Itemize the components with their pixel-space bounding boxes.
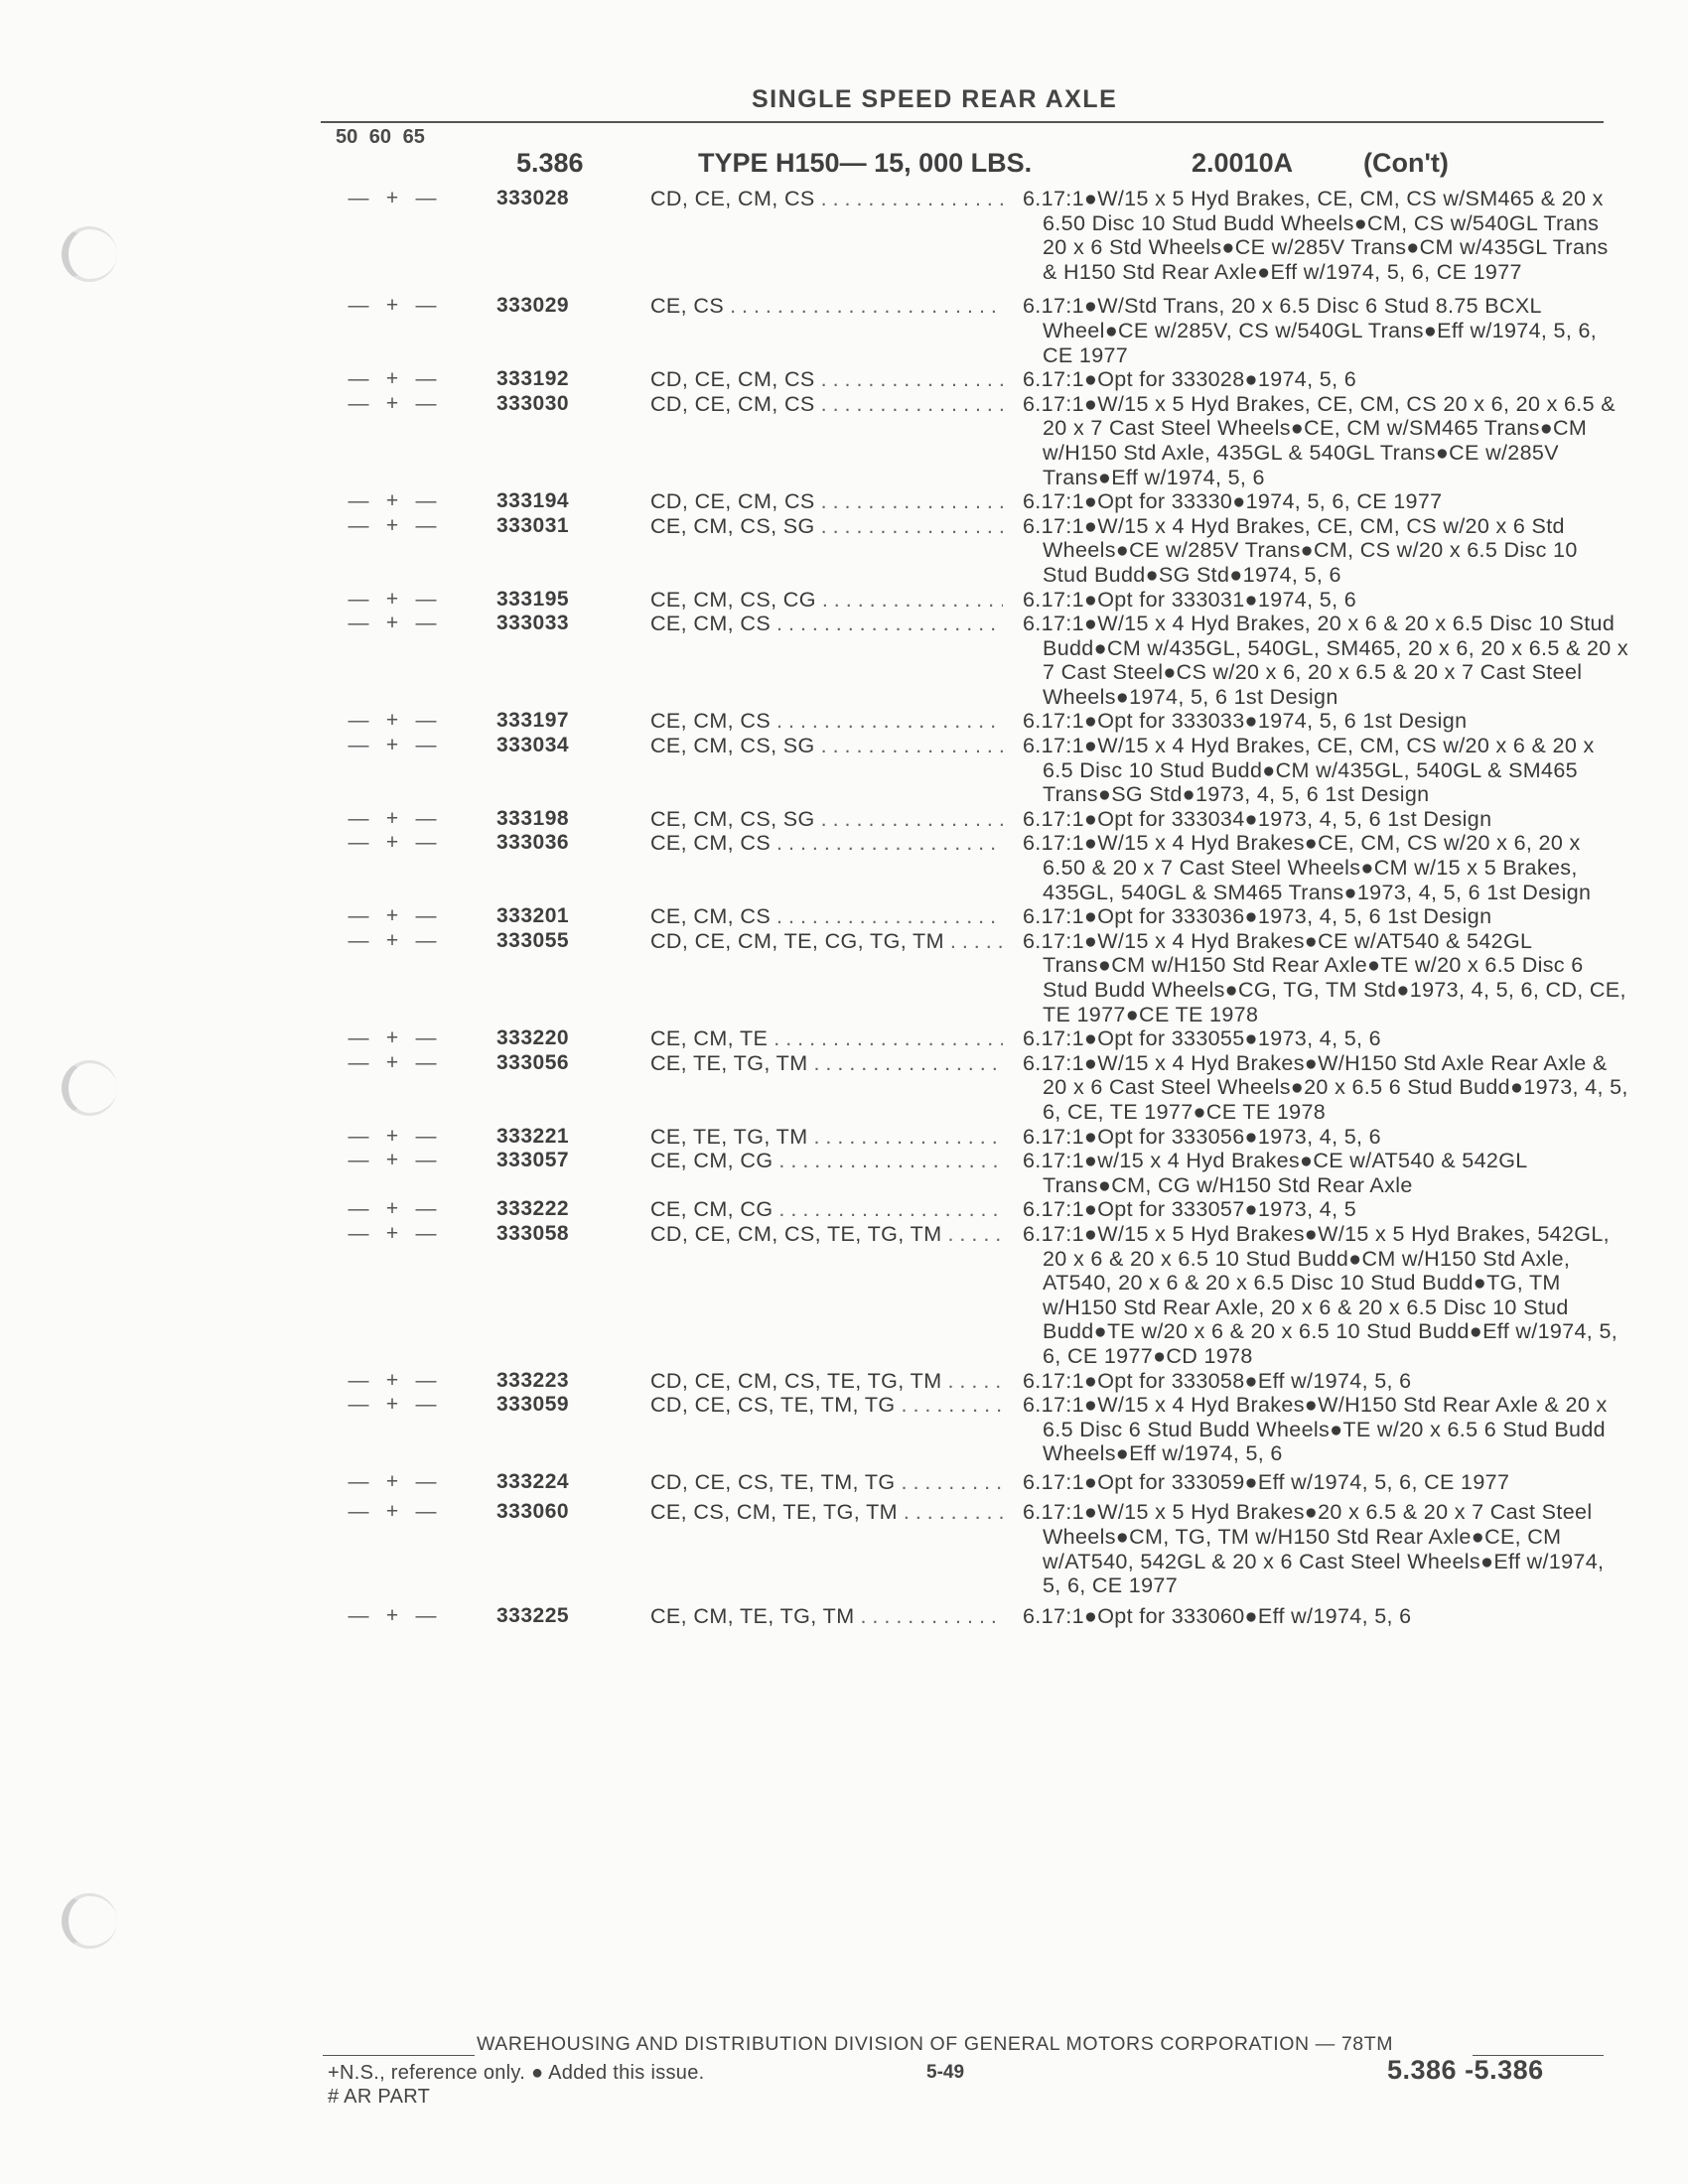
year-mark-60: +: [385, 734, 399, 757]
year-mark-50: —: [348, 1124, 369, 1148]
model-codes: CE, CS, CM, TE, TG, TM . . .: [650, 1500, 1003, 1525]
part-number: 333028: [496, 187, 570, 209]
part-description: 6.17:1●Opt for 333060●Eff w/1974, 5, 6: [1023, 1603, 1412, 1628]
model-codes: CE, CM, CS . . .: [650, 612, 1003, 636]
part-description: 6.17:1●Opt for 333028●1974, 5, 6: [1023, 367, 1357, 392]
year-mark-65: —: [415, 391, 437, 415]
binder-hole-bottom: [62, 1893, 117, 1949]
year-mark-60: +: [385, 513, 399, 537]
year-mark-50: —: [348, 734, 369, 757]
model-codes: CE, CM, CG . . .: [650, 1149, 1003, 1173]
year-mark-60: +: [385, 806, 399, 830]
page-number: 5-49: [926, 2062, 965, 2083]
table-row: [0, 367, 1688, 392]
model-codes: CD, CE, CM, CS, TE, TG, TM . . .: [650, 1222, 1003, 1247]
year-marks: [342, 1026, 453, 1051]
part-number: 333223: [496, 1368, 570, 1392]
model-codes: CD, CE, CM, CS . . .: [650, 367, 1003, 392]
year-mark-50: —: [348, 831, 369, 855]
year-mark-65: —: [415, 806, 437, 830]
year-mark-65: —: [415, 709, 437, 733]
year-mark-60: +: [385, 1603, 399, 1627]
model-codes: CE, CM, CS . . .: [650, 709, 1003, 734]
year-mark-65: —: [415, 1603, 437, 1627]
table-row: [0, 392, 1688, 489]
year-mark-60: +: [385, 587, 399, 611]
year-marks: [342, 734, 453, 758]
part-description: 6.17:1●W/15 x 5 Hyd Brakes●W/15 x 5 Hyd Brakes, 542GL, 20 x 6 & 20 x 6.5 10 Stud Budd●CM w/H150 Std Axle, AT540, 20 x 6 & 20 x 6.5 Disc 10 Stud Budd●TG, TM w/H150 Std Rear Axle, 20 x 6 & 20 x 6.5 Disc 10 Stud Budd●TE w/20 x 6 & 20 x 6.5 10 Stud Budd●Eff w/1974, 5, 6, CE 1977●CD 1978: [1023, 1221, 1618, 1368]
year-mark-60: +: [385, 1500, 399, 1524]
year-mark-65: —: [415, 1393, 437, 1417]
year-marks: [342, 612, 453, 636]
year-mark-65: —: [415, 831, 437, 855]
part-description: 6.17:1●Opt for 333057●1973, 4, 5: [1023, 1197, 1357, 1222]
part-description: 6.17:1●W/15 x 4 Hyd Brakes●CE w/AT540 & 542GL Trans●CM w/H150 Std Rear Axle●TE w/20 x 6.5 Disc 6 Stud Budd Wheels●CG, TG, TM Std●1973, 4, 5, 6, CD, CE, TE 1977●CE TE 1978: [1023, 928, 1626, 1026]
model-codes: CD, CE, CM, CS . . .: [650, 187, 1003, 211]
year-mark-50: —: [348, 1469, 369, 1493]
year-marks: [342, 1197, 453, 1222]
table-row: [0, 1197, 1688, 1222]
year-marks: [342, 1222, 453, 1247]
part-description: 6.17:1●W/15 x 4 Hyd Brakes, 20 x 6 & 20 x 6.5 Disc 10 Stud Budd●CM w/435GL, 540GL, SM465, 20 x 6, 20 x 6.5 & 20 x 7 Cast Steel●CS w/20 x 6, 20 x 6.5 & 20 x 7 Cast Steel Wheels●1974, 5, 6 1st Design: [1023, 612, 1629, 709]
part-number: 333036: [496, 831, 570, 855]
part-number: 333030: [496, 391, 570, 415]
table-row: [0, 1051, 1688, 1125]
year-mark-60: +: [385, 294, 399, 318]
footnote-ns: +N.S., reference only. ● Added this issue.: [328, 2062, 705, 2084]
table-row: [0, 588, 1688, 613]
part-description: 6.17:1●Opt for 333058●Eff w/1974, 5, 6: [1023, 1368, 1412, 1393]
year-mark-50: —: [348, 187, 369, 209]
model-codes: CE, CM, TE . . .: [650, 1026, 1003, 1051]
year-mark-50: —: [348, 1026, 369, 1050]
part-description: 6.17:1●W/Std Trans, 20 x 6.5 Disc 6 Stud 8.75 BCXL Wheel●CE w/285V, CS w/540GL Trans●Eff w/1974, 5, 6, CE 1977: [1023, 294, 1598, 367]
part-number: 333201: [496, 904, 570, 928]
axle-type-heading: TYPE H150— 15, 000 LBS.: [698, 148, 1033, 178]
year-mark-60: +: [385, 1469, 399, 1493]
year-mark-50: —: [348, 904, 369, 928]
footnote-ar: # AR PART: [328, 2086, 431, 2108]
year-marks: [342, 929, 453, 954]
part-number: 333056: [496, 1050, 570, 1074]
part-description: 6.17:1●Opt for 333033●1974, 5, 6 1st Design: [1023, 709, 1468, 734]
part-description: 6.17:1●W/15 x 4 Hyd Brakes●W/H150 Std Rear Axle & 20 x 6.5 Disc 6 Stud Budd Wheels●TE w/20 x 6.5 6 Stud Budd Wheels●Eff w/1974, 5, 6: [1023, 1393, 1608, 1466]
model-codes: CE, TE, TG, TM . . .: [650, 1125, 1003, 1150]
year-mark-50: —: [348, 1368, 369, 1392]
year-mark-60: +: [385, 1026, 399, 1050]
model-codes: CE, CM, CS . . .: [650, 831, 1003, 856]
part-description: 6.17:1●W/15 x 4 Hyd Brakes●CE, CM, CS w/20 x 6, 20 x 6.50 & 20 x 7 Cast Steel Wheels●CM w/15 x 5 Brakes, 435GL, 540GL & SM465 Trans●1973, 4, 5, 6 1st Design: [1023, 831, 1592, 904]
year-marks: [342, 807, 453, 832]
table-row: [0, 734, 1688, 807]
part-description: 6.17:1●Opt for 333031●1974, 5, 6: [1023, 587, 1357, 612]
year-mark-60: +: [385, 1393, 399, 1417]
model-codes: CD, CE, CS, TE, TM, TG . . .: [650, 1470, 1003, 1495]
year-mark-65: —: [415, 1221, 437, 1245]
table-row: [0, 1222, 1688, 1369]
year-mark-65: —: [415, 1050, 437, 1074]
year-mark-65: —: [415, 1124, 437, 1148]
part-description: 6.17:1●W/15 x 4 Hyd Brakes●W/H150 Std Axle Rear Axle & 20 x 6 Cast Steel Wheels●20 x 6.5 6 Stud Budd●1973, 4, 5, 6, CE, TE 1977●CE TE 1978: [1023, 1050, 1628, 1124]
table-row: [0, 1149, 1688, 1197]
table-row: [0, 294, 1688, 367]
year-marks: [342, 294, 453, 319]
part-description: 6.17:1●w/15 x 4 Hyd Brakes●CE w/AT540 & 542GL Trans●CM, CG w/H150 Std Rear Axle: [1023, 1149, 1527, 1197]
part-number: 333029: [496, 294, 570, 318]
title-rule: [321, 121, 1604, 123]
year-mark-50: —: [348, 709, 369, 733]
model-codes: CE, CM, CS . . .: [650, 904, 1003, 929]
year-mark-65: —: [415, 294, 437, 318]
model-codes: CD, CE, CM, TE, CG, TG, TM . . .: [650, 929, 1003, 954]
year-marks: [342, 1470, 453, 1495]
part-number: 333198: [496, 806, 570, 830]
year-mark-60: +: [385, 831, 399, 855]
year-marks: [342, 392, 453, 417]
part-description: 6.17:1●W/15 x 5 Hyd Brakes, CE, CM, CS 20 x 6, 20 x 6.5 & 20 x 7 Cast Steel Wheels●CE, CM w/SM465 Trans●CM w/H150 Std Axle, 435GL & 540GL Trans●CE w/285V Trans●Eff w/1974, 5, 6: [1023, 391, 1616, 489]
table-row: [0, 709, 1688, 734]
table-row: [0, 1125, 1688, 1150]
year-mark-50: —: [348, 294, 369, 318]
table-row: [0, 514, 1688, 588]
year-mark-60: +: [385, 1197, 399, 1221]
year-mark-50: —: [348, 367, 369, 391]
year-mark-65: —: [415, 1149, 437, 1172]
part-number: 333192: [496, 367, 570, 391]
table-row: [0, 807, 1688, 832]
year-mark-60: +: [385, 391, 399, 415]
part-description: 6.17:1●Opt for 333056●1973, 4, 5, 6: [1023, 1124, 1381, 1149]
year-mark-60: +: [385, 489, 399, 513]
year-mark-60: +: [385, 367, 399, 391]
year-mark-50: —: [348, 1050, 369, 1074]
part-description: 6.17:1●Opt for 333059●Eff w/1974, 5, 6, CE 1977: [1023, 1469, 1510, 1494]
page-title: SINGLE SPEED REAR AXLE: [752, 85, 1118, 113]
model-codes: CD, CE, CM, CS, TE, TG, TM . . .: [650, 1369, 1003, 1394]
year-mark-65: —: [415, 1026, 437, 1050]
part-number: 333057: [496, 1149, 570, 1172]
model-codes: CE, TE, TG, TM . . .: [650, 1051, 1003, 1076]
year-mark-65: —: [415, 587, 437, 611]
part-description: 6.17:1●W/15 x 5 Hyd Brakes, CE, CM, CS w/SM465 & 20 x 6.50 Disc 10 Stud Budd Wheels●CM, CS w/540GL Trans 20 x 6 Std Wheels●CE w/285V Trans●CM w/435GL Trans & H150 Std Rear Axle●Eff w/1974, 5, 6, CE 1977: [1023, 187, 1609, 284]
year-marks: [342, 514, 453, 539]
table-row: [0, 1393, 1688, 1466]
year-mark-65: —: [415, 1500, 437, 1524]
model-codes: CD, CE, CM, CS . . .: [650, 392, 1003, 417]
year-marks: [342, 1051, 453, 1076]
part-description: 6.17:1●W/15 x 4 Hyd Brakes, CE, CM, CS w/20 x 6 Std Wheels●CE w/285V Trans●CM, CS w/20 x 6.5 Disc 10 Stud Budd●SG Std●1974, 5, 6: [1023, 513, 1578, 587]
year-mark-50: —: [348, 391, 369, 415]
model-codes: CE, CM, CS, SG . . .: [650, 514, 1003, 539]
table-row: [0, 1026, 1688, 1051]
model-codes: CE, CM, CS, SG . . .: [650, 734, 1003, 758]
continued-label: (Con't): [1363, 148, 1449, 178]
model-codes: CD, CE, CS, TE, TM, TG . . .: [650, 1393, 1003, 1418]
year-mark-60: +: [385, 1124, 399, 1148]
year-mark-65: —: [415, 612, 437, 635]
section-code: 5.386: [516, 148, 584, 178]
year-marks: [342, 831, 453, 856]
year-marks: [342, 1125, 453, 1150]
model-codes: CE, CS . . .: [650, 294, 1003, 319]
part-number: 333058: [496, 1221, 570, 1245]
group-number: 2.0010A: [1192, 148, 1294, 178]
year-mark-65: —: [415, 489, 437, 513]
part-number: 333195: [496, 587, 570, 611]
year-mark-60: +: [385, 1221, 399, 1245]
year-mark-50: —: [348, 612, 369, 635]
part-number: 333034: [496, 734, 570, 757]
part-number: 333031: [496, 513, 570, 537]
year-marks: [342, 1500, 453, 1525]
model-codes: CE, CM, CS, SG . . .: [650, 807, 1003, 832]
year-mark-50: —: [348, 928, 369, 952]
part-description: 6.17:1●Opt for 333055●1973, 4, 5, 6: [1023, 1026, 1381, 1051]
year-mark-50: —: [348, 806, 369, 830]
model-codes: CD, CE, CM, CS . . .: [650, 489, 1003, 514]
part-description: 6.17:1●W/15 x 5 Hyd Brakes●20 x 6.5 & 20 x 7 Cast Steel Wheels●CM, TG, TM w/H150 Std Rear Axle●CE, CM w/AT540, 542GL & 20 x 6 Cast Steel Wheels●Eff w/1974, 5, 6, CE 1977: [1023, 1500, 1605, 1598]
part-number: 333033: [496, 612, 570, 635]
table-row: [0, 1604, 1688, 1629]
year-mark-60: +: [385, 1149, 399, 1172]
year-mark-50: —: [348, 1603, 369, 1627]
year-mark-50: —: [348, 1149, 369, 1172]
year-mark-50: —: [348, 587, 369, 611]
table-row: [0, 929, 1688, 1026]
part-number: 333197: [496, 709, 570, 733]
year-marks: [342, 1149, 453, 1173]
year-marks: [342, 1393, 453, 1418]
part-number: 333060: [496, 1500, 570, 1524]
part-number: 333220: [496, 1026, 570, 1050]
parts-list: [0, 187, 1688, 1628]
year-marks: [342, 1604, 453, 1629]
year-marks: [342, 709, 453, 734]
table-row: [0, 489, 1688, 514]
table-row: [0, 612, 1688, 709]
year-marks: [342, 187, 453, 211]
part-number: 333222: [496, 1197, 570, 1221]
year-mark-60: +: [385, 904, 399, 928]
year-mark-50: —: [348, 489, 369, 513]
table-row: [0, 187, 1688, 284]
table-row: [0, 831, 1688, 904]
year-mark-50: —: [348, 1393, 369, 1417]
table-row: [0, 1470, 1688, 1495]
year-mark-65: —: [415, 928, 437, 952]
year-marks: [342, 489, 453, 514]
year-marks: [342, 1369, 453, 1394]
part-number: 333224: [496, 1469, 570, 1493]
model-codes: CE, CM, CS, CG . . .: [650, 588, 1003, 613]
part-description: 6.17:1●Opt for 333036●1973, 4, 5, 6 1st Design: [1023, 904, 1492, 929]
year-mark-50: —: [348, 1500, 369, 1524]
part-number: 333194: [496, 489, 570, 513]
part-description: 6.17:1●Opt for 333034●1973, 4, 5, 6 1st Design: [1023, 806, 1492, 831]
year-marks: [342, 904, 453, 929]
table-row: [0, 1500, 1688, 1597]
part-number: 333225: [496, 1603, 570, 1627]
year-mark-65: —: [415, 187, 437, 209]
year-columns-header: 50 60 65: [336, 126, 425, 148]
table-row: [0, 1369, 1688, 1394]
part-number: 333055: [496, 928, 570, 952]
year-mark-50: —: [348, 1221, 369, 1245]
year-mark-65: —: [415, 1469, 437, 1493]
model-codes: CE, CM, CG . . .: [650, 1197, 1003, 1222]
year-mark-50: —: [348, 1197, 369, 1221]
year-mark-65: —: [415, 513, 437, 537]
year-mark-60: +: [385, 612, 399, 635]
section-range: 5.386 -5.386: [1387, 2055, 1544, 2085]
part-description: 6.17:1●Opt for 33330●1974, 5, 6, CE 1977: [1023, 489, 1443, 514]
year-marks: [342, 588, 453, 613]
footer-division-text: WAREHOUSING AND DISTRIBUTION DIVISION OF GENERAL MOTORS CORPORATION — 78TM: [477, 2033, 1394, 2055]
year-mark-50: —: [348, 513, 369, 537]
year-mark-60: +: [385, 1050, 399, 1074]
year-mark-65: —: [415, 904, 437, 928]
part-number: 333059: [496, 1393, 570, 1417]
year-mark-60: +: [385, 928, 399, 952]
year-mark-65: —: [415, 1197, 437, 1221]
model-codes: CE, CM, TE, TG, TM . . .: [650, 1604, 1003, 1629]
footer-rule-left: [323, 2055, 475, 2056]
year-mark-65: —: [415, 367, 437, 391]
year-mark-60: +: [385, 709, 399, 733]
year-marks: [342, 367, 453, 392]
year-mark-60: +: [385, 1368, 399, 1392]
table-row: [0, 904, 1688, 929]
part-description: 6.17:1●W/15 x 4 Hyd Brakes, CE, CM, CS w/20 x 6 & 20 x 6.5 Disc 10 Stud Budd●CM w/435GL, 540GL & SM465 Trans●SG Std●1973, 4, 5, 6 1st Design: [1023, 734, 1595, 807]
year-mark-65: —: [415, 1368, 437, 1392]
year-mark-60: +: [385, 187, 399, 209]
part-number: 333221: [496, 1124, 570, 1148]
year-mark-65: —: [415, 734, 437, 757]
